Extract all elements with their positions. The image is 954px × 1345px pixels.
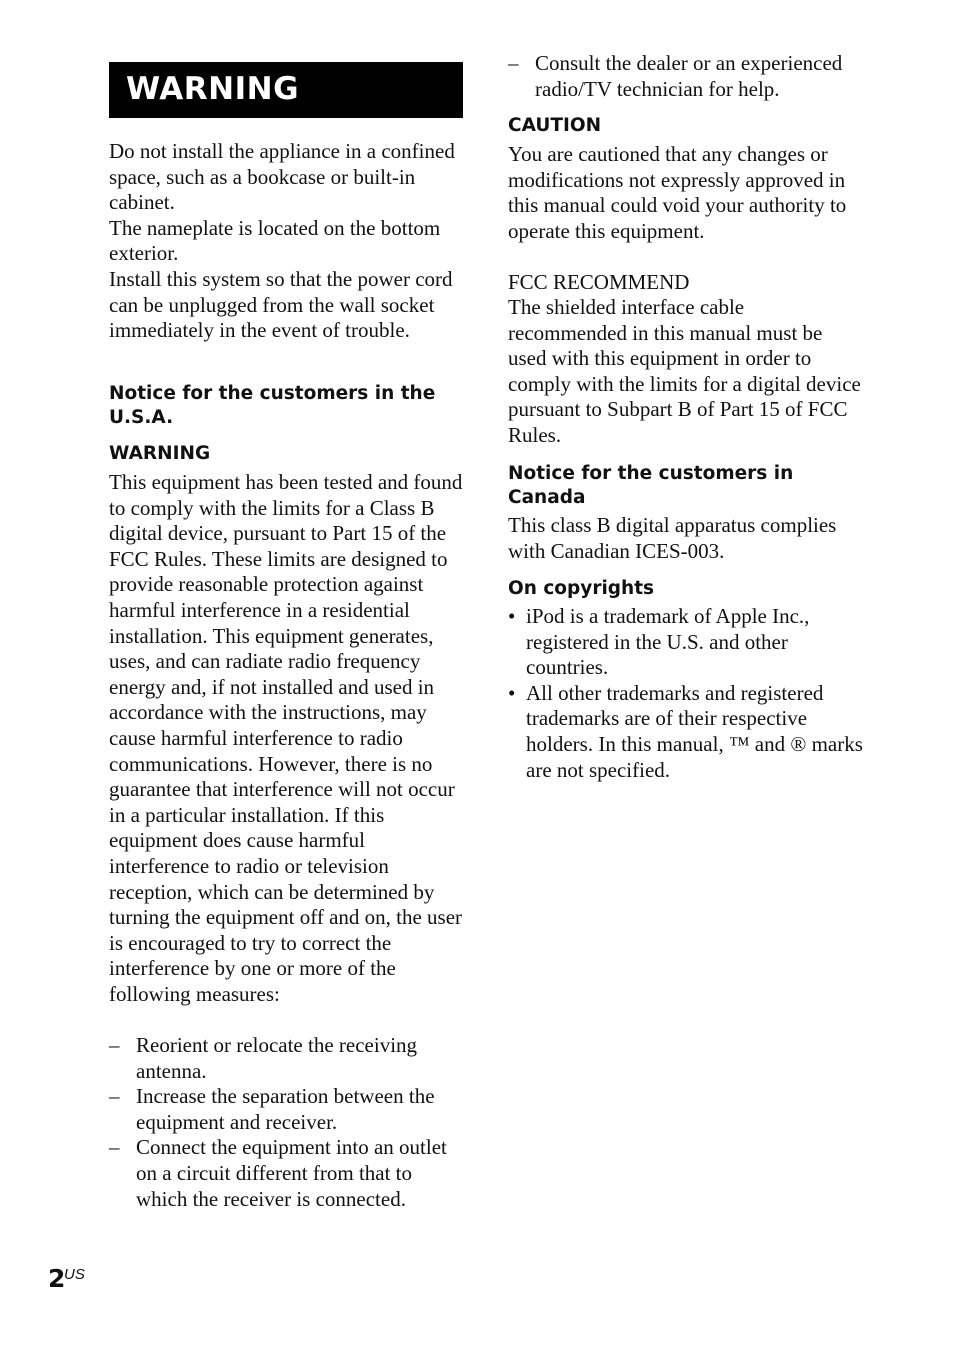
canada-notice-heading: Notice for the customers in Canada — [508, 463, 794, 508]
measure-item: – Reorient or relocate the receiving antenna. — [109, 1033, 418, 1083]
measure-item: – Consult the dealer or an experienced radio/TV technician for help. — [508, 51, 843, 101]
warning-banner — [109, 62, 463, 118]
fcc-heading: FCC RECOMMEND — [508, 270, 690, 294]
copyright-item: • iPod is a trademark of Apple Inc., registered in the U.S. and other countries. — [508, 604, 810, 680]
copyright-item: • All other trademarks and registered trademarks are of their respective holders. In this manual, ™ and ® marks are not specified. — [508, 680, 863, 782]
caution-heading: CAUTION — [508, 115, 602, 136]
measure-item: – Connect the equipment into an outlet on a circuit different from that to which the receiver is connected. — [109, 1135, 447, 1211]
measures-list — [109, 1033, 464, 1212]
warning-subheading: WARNING — [109, 443, 211, 464]
intro-paragraph-1: Do not install the appliance in a confined space, such as a bookcase or built-in cabinet. — [109, 139, 455, 215]
page-number: 2 — [48, 1264, 66, 1293]
usa-notice-heading: Notice for the customers in the U.S.A. — [109, 383, 436, 428]
warning-paragraph: This equipment has been tested and found to comply with the limits for a Class B digital device, pursuant to Part 15 of the FCC Rules. These limits are designed to provide reasonable protection against harmful interference in a residential installation. This equipment generates, uses, and can radiate radio frequency energy and, if not installed and used in accordance with the instructions, may cause harmful interference to radio communications. However, there is no guarantee that interference will not occur in a particular installation. If this equipment does cause harmful interference to radio or television reception, which can be determined by turning the equipment off and on, the user is encouraged to try to correct the interference by one or more of the following measures: — [109, 470, 463, 1006]
fcc-paragraph: The shielded interface cable recommended in this manual must be used with this equipment in order to comply with the limits for a digital device pursuant to Subpart B of Part 15 of FCC Rules. — [508, 295, 861, 447]
copyrights-list — [508, 604, 864, 783]
measure-item: – Increase the separation between the equipment and receiver. — [109, 1084, 435, 1134]
intro-paragraph-2: The nameplate is located on the bottom exterior. — [109, 215, 441, 266]
intro-paragraph-3: Install this system so that the power cord can be unplugged from the wall socket immediately in the event of trouble. — [109, 266, 453, 343]
page-region-suffix: US — [64, 1266, 85, 1283]
caution-paragraph: You are cautioned that any changes or modifications not expressly approved in this manual could void your authority to operate this equipment. — [508, 142, 847, 243]
banner-title: WARNING — [126, 71, 300, 107]
copyrights-heading: On copyrights — [508, 578, 655, 599]
canada-paragraph: This class B digital apparatus complies with Canadian ICES-003. — [508, 513, 837, 563]
